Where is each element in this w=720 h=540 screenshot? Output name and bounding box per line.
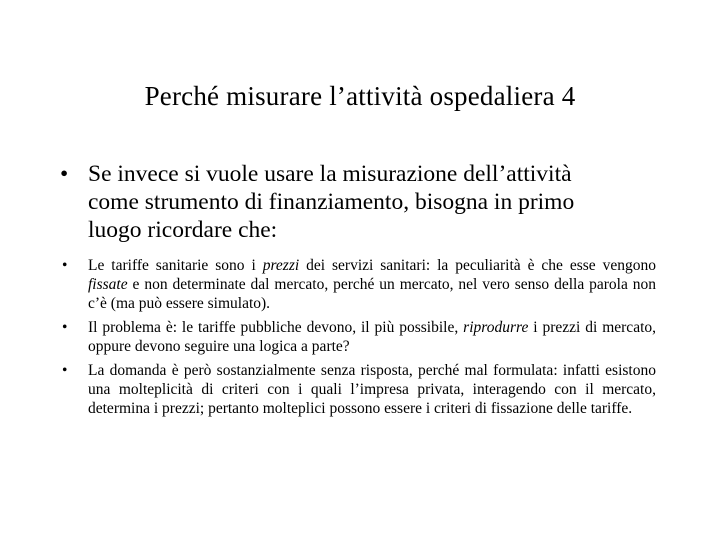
text-segment: Il problema è: le tariffe pubbliche devono, il più possibile,: [88, 319, 464, 336]
sub-bullet-text: [88, 361, 656, 418]
italic-term: fissate: [88, 276, 128, 293]
bullet-icon: •: [62, 319, 68, 336]
sub-bullet-text: [88, 318, 656, 356]
sub-bullet-item: [60, 361, 656, 418]
main-bullet-point: [60, 160, 620, 244]
sub-bullet-text: [88, 256, 656, 313]
sub-bullet-item: [60, 256, 656, 313]
text-segment: dei servizi sanitari: la peculiarità è che esse vengono: [299, 257, 656, 274]
italic-term: prezzi: [262, 257, 300, 274]
bullet-icon: •: [62, 362, 68, 379]
main-bullet-text: Se invece si vuole usare la misurazione dell’attività come strumento di finanziamento, bisogna in primo luogo ricordare che:: [88, 161, 575, 243]
bullet-icon: •: [60, 161, 69, 187]
text-segment: i prezzi di mercato, oppure devono seguire una logica a parte?: [88, 319, 657, 355]
sub-bullet-item: [60, 318, 656, 356]
bullet-icon: •: [62, 257, 68, 274]
text-segment: La domanda è però sostanzialmente senza risposta, perché mal formulata: infatti esistono una molteplicità di criteri con i quali l’impresa privata, interagendo con il mercato, determina i prezzi; pertanto molteplici possono essere i criteri di fissazione delle tariffe.: [88, 362, 656, 417]
slide-title: Perché misurare l’attività ospedaliera 4: [144, 81, 576, 111]
italic-term: riprodurre: [463, 319, 529, 336]
text-segment: Le tariffe sanitarie sono i: [88, 257, 263, 274]
text-segment: e non determinate dal mercato, perché un mercato, nel vero senso della parola non c’è (ma può essere simulato).: [88, 276, 656, 312]
sub-bullet-list: [60, 256, 656, 423]
